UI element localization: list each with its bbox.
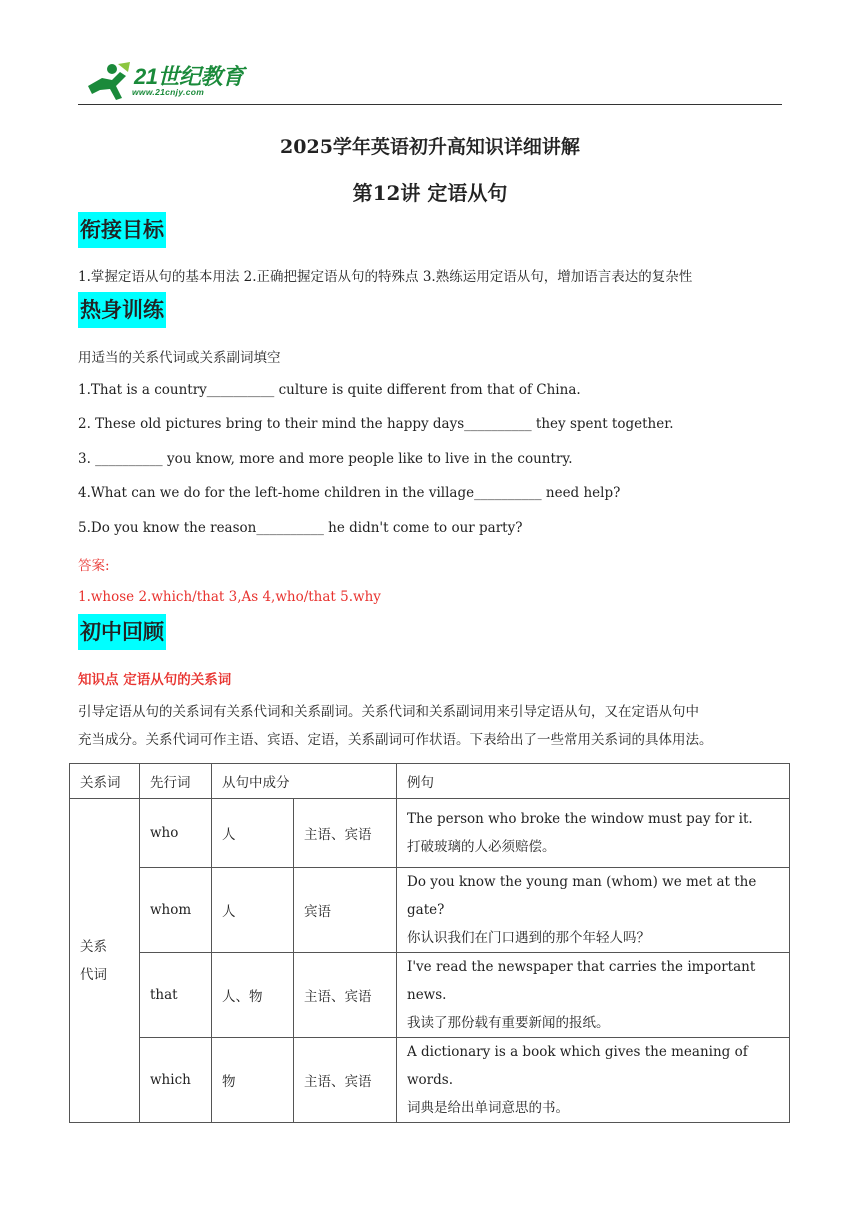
example-en: The person who broke the window must pay for it. bbox=[407, 811, 753, 827]
table-cell-word: whom bbox=[140, 868, 212, 953]
review-paragraph-line-1: 引导定语从句的关系词有关系代词和关系副词。关系代词和关系副词用来引导定语从句，又在定语从句中 bbox=[78, 704, 699, 720]
question-5: 5.Do you know the reason__________ he didn't come to our party? bbox=[78, 520, 523, 536]
question-1: 1.That is a country__________ culture is quite different from that of China. bbox=[78, 382, 581, 398]
goals-text: 1.掌握定语从句的基本用法 2.正确把握定语从句的特殊点 3.熟练运用定语从句，增加语言表达的复杂性 bbox=[78, 269, 693, 285]
table-row bbox=[70, 799, 790, 868]
table-cell-word: which bbox=[140, 1038, 212, 1123]
page-title: 2025学年英语初升高知识详细讲解 bbox=[280, 136, 580, 158]
warmup-instruction: 用适当的关系代词或关系副词填空 bbox=[78, 350, 281, 366]
review-paragraph bbox=[78, 698, 783, 754]
table-cell-antecedent: 人 bbox=[212, 799, 294, 868]
answer-text: 1.whose 2.which/that 3,As 4,who/that 5.why bbox=[78, 589, 381, 605]
table-cell-antecedent: 人、物 bbox=[212, 953, 294, 1038]
table-header: 关系词 bbox=[70, 764, 140, 799]
table-cell-role: 宾语 bbox=[294, 868, 397, 953]
table-header-row bbox=[70, 764, 790, 799]
question-3: 3. __________ you know, more and more people like to live in the country. bbox=[78, 451, 573, 467]
table-header: 例句 bbox=[397, 764, 790, 799]
table-cell-example bbox=[397, 868, 790, 953]
group-label-line-1: 关系 bbox=[80, 938, 107, 955]
table-cell-example bbox=[397, 799, 790, 868]
table-cell-role: 主语、宾语 bbox=[294, 1038, 397, 1123]
question-2: 2. These old pictures bring to their mind the happy days__________ they spent together. bbox=[78, 416, 674, 432]
table-cell-role: 主语、宾语 bbox=[294, 953, 397, 1038]
question-4: 4.What can we do for the left-home children in the village__________ need help? bbox=[78, 485, 621, 501]
group-label-line-2: 代词 bbox=[80, 966, 107, 983]
table-row bbox=[70, 953, 790, 1038]
review-paragraph-line-2: 充当成分。关系代词可作主语、宾语、定语，关系副词可作状语。下表给出了一些常用关系词的具体用法。 bbox=[78, 732, 713, 748]
logo-url: www.21cnjy.com bbox=[132, 87, 205, 97]
table-cell-role: 主语、宾语 bbox=[294, 799, 397, 868]
logo-text: 21世纪教育 bbox=[134, 64, 244, 89]
table-cell-antecedent: 物 bbox=[212, 1038, 294, 1123]
runner-logo-icon bbox=[82, 60, 134, 104]
example-zh: 你认识我们在门口遇到的那个年轻人吗？ bbox=[407, 930, 650, 946]
example-zh: 词典是给出单词意思的书。 bbox=[407, 1100, 569, 1116]
table-cell-antecedent: 人 bbox=[212, 868, 294, 953]
table-row bbox=[70, 1038, 790, 1123]
section-heading-warmup: 热身训练 bbox=[78, 292, 166, 328]
table-header: 从句中成分 bbox=[212, 764, 397, 799]
knowledge-point-title: 知识点 定语从句的关系词 bbox=[78, 672, 232, 688]
table-cell-example bbox=[397, 953, 790, 1038]
table-cell-word: that bbox=[140, 953, 212, 1038]
table-header: 先行词 bbox=[140, 764, 212, 799]
example-zh: 我读了那份载有重要新闻的报纸。 bbox=[407, 1015, 610, 1031]
page-subtitle: 第12讲 定语从句 bbox=[352, 181, 508, 205]
section-heading-goals: 衔接目标 bbox=[78, 212, 166, 248]
example-zh: 打破玻璃的人必须赔偿。 bbox=[407, 839, 556, 855]
answer-label: 答案: bbox=[78, 558, 110, 574]
group-cell bbox=[70, 799, 140, 1123]
table-cell-word: who bbox=[140, 799, 212, 868]
section-heading-review: 初中回顾 bbox=[78, 614, 166, 650]
table-row bbox=[70, 868, 790, 953]
example-en: A dictionary is a book which gives the meaning of words. bbox=[407, 1044, 748, 1088]
relative-words-table bbox=[69, 763, 790, 1123]
site-logo bbox=[82, 60, 252, 104]
example-en: Do you know the young man (whom) we met at the gate? bbox=[407, 874, 757, 918]
example-en: I've read the newspaper that carries the important news. bbox=[407, 959, 756, 1003]
header-rule bbox=[78, 104, 782, 105]
table-cell-example bbox=[397, 1038, 790, 1123]
